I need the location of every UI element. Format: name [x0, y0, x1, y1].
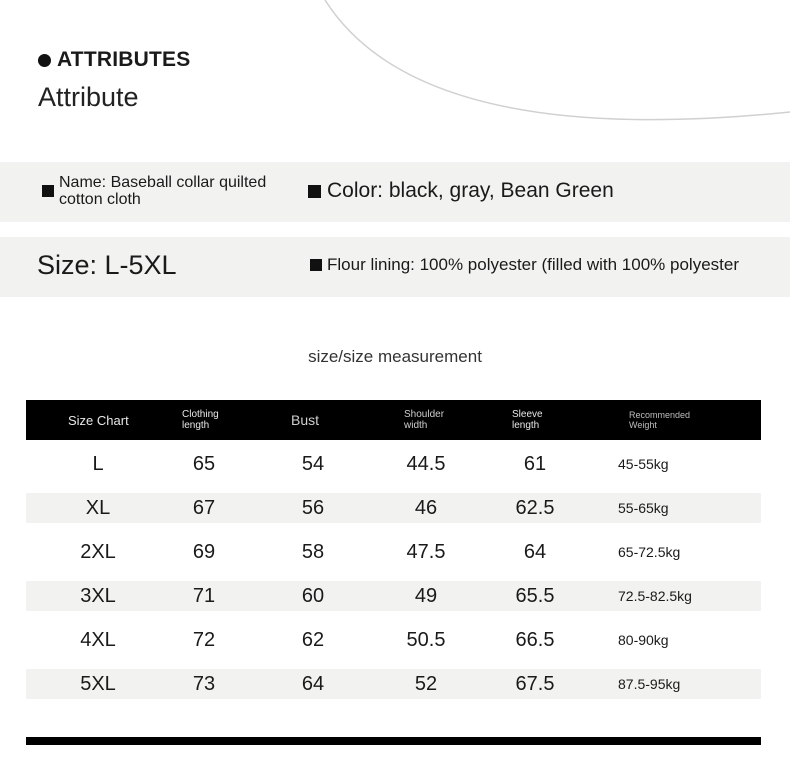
table-row	[26, 449, 761, 479]
cell-sleeve-length: 67.5	[515, 673, 555, 695]
attribute-lining	[310, 255, 739, 275]
section-heading	[38, 48, 190, 72]
cell-clothing-length: 67	[192, 497, 216, 519]
header-clothing-length: Clothing length	[182, 409, 219, 431]
table-row	[26, 581, 761, 611]
cell-shoulder-width: 49	[414, 585, 438, 607]
cell-size: L	[92, 453, 104, 475]
cell-size: 4XL	[80, 629, 116, 651]
header-size-chart: Size Chart	[68, 412, 129, 428]
cell-recommended-weight: 72.5-82.5kg	[618, 588, 692, 604]
cell-size: 2XL	[80, 541, 116, 563]
header-bust: Bust	[291, 412, 320, 428]
square-bullet-icon	[308, 185, 321, 198]
attribute-name	[42, 174, 292, 208]
header-shoulder-width: Shoulder width	[404, 409, 445, 431]
cell-shoulder-width: 46	[414, 497, 438, 519]
cell-shoulder-width: 47.5	[406, 541, 446, 563]
cell-shoulder-width: 52	[414, 673, 438, 695]
table-row	[26, 537, 761, 567]
cell-bust: 60	[301, 585, 325, 607]
square-bullet-icon	[42, 185, 54, 197]
size-table-header	[26, 400, 761, 440]
cell-bust: 54	[301, 453, 325, 475]
cell-sleeve-length: 64	[523, 541, 547, 563]
cell-recommended-weight: 55-65kg	[618, 500, 669, 516]
cell-bust: 58	[301, 541, 325, 563]
cell-bust: 56	[301, 497, 325, 519]
bullet-dot-icon	[38, 54, 51, 67]
cell-clothing-length: 65	[192, 453, 216, 475]
bottom-divider-bar	[26, 737, 761, 745]
cell-sleeve-length: 66.5	[515, 629, 555, 651]
cell-bust: 62	[301, 629, 325, 651]
cell-shoulder-width: 50.5	[406, 629, 446, 651]
table-row	[26, 493, 761, 523]
cell-shoulder-width: 44.5	[406, 453, 446, 475]
attribute-name-text: Name: Baseball collar quilted cotton cloth	[59, 174, 267, 208]
table-row	[26, 669, 761, 699]
cell-size: 3XL	[80, 585, 116, 607]
cell-recommended-weight: 45-55kg	[618, 456, 669, 472]
cell-recommended-weight: 65-72.5kg	[618, 544, 681, 560]
cell-recommended-weight: 80-90kg	[618, 632, 669, 648]
attribute-color-text: Color: black, gray, Bean Green	[327, 179, 614, 202]
cell-sleeve-length: 62.5	[515, 497, 555, 519]
cell-clothing-length: 69	[192, 541, 216, 563]
attribute-size-text: Size: L-5XL	[37, 250, 177, 280]
attribute-lining-text: Flour lining: 100% polyester (filled with 100% polyester	[327, 255, 739, 274]
cell-sleeve-length: 61	[523, 453, 547, 475]
cell-size: XL	[85, 497, 111, 519]
table-row	[26, 625, 761, 655]
attribute-color	[308, 179, 614, 203]
cell-sleeve-length: 65.5	[515, 585, 555, 607]
cell-size: 5XL	[80, 673, 116, 695]
square-bullet-icon	[310, 259, 322, 271]
section-heading-text: ATTRIBUTES	[57, 48, 191, 71]
attribute-size	[37, 250, 177, 281]
cell-recommended-weight: 87.5-95kg	[618, 676, 681, 692]
cell-clothing-length: 73	[192, 673, 216, 695]
section-subheading: Attribute	[38, 82, 139, 112]
cell-clothing-length: 71	[192, 585, 216, 607]
cell-clothing-length: 72	[192, 629, 216, 651]
table-caption: size/size measurement	[308, 347, 482, 366]
cell-bust: 64	[301, 673, 325, 695]
header-sleeve-length: Sleeve length	[512, 409, 543, 431]
header-recommended-weight: Recommended Weight	[629, 410, 691, 430]
